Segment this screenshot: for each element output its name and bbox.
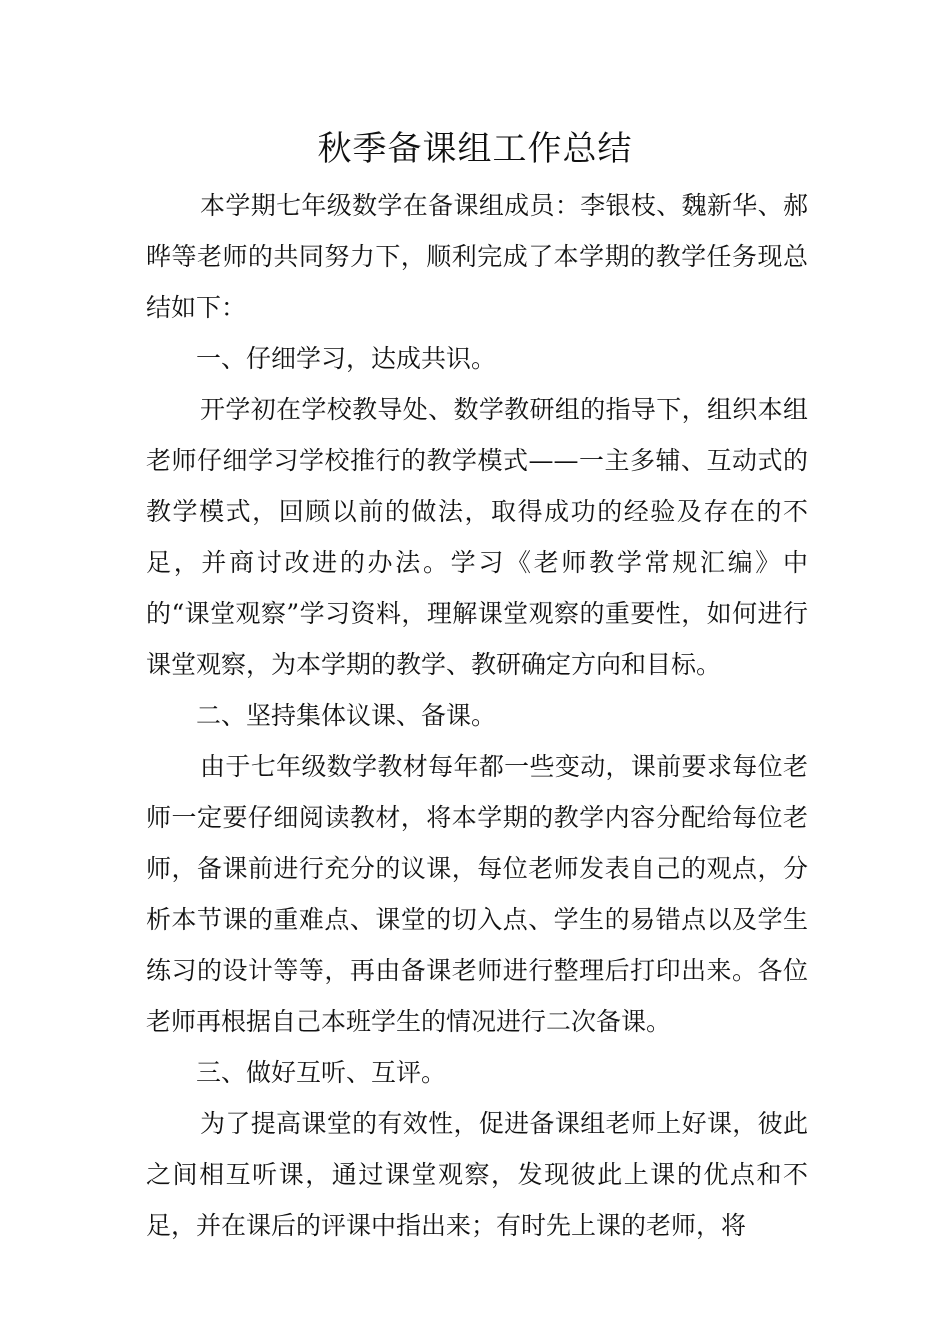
section-heading-3: 三、做好互听、互评。 bbox=[196, 1058, 447, 1087]
section-1-paragraph: 开学初在学校教导处、数学教研组的指导下，组织本组老师仔细学习学校推行的教学模式——一主多辅、互动式的教学模式，回顾以前的做法，取得成功的经验及存在的不足，并商讨改进的办法。学习《老师教学常规汇编》中的“课堂观察”学习资料，理解课堂观察的重要性，如何进行课堂观察，为本学期的教学、教研确定方向和目标。 bbox=[146, 395, 808, 679]
section-2-paragraph: 由于七年级数学教材每年都一些变动，课前要求每位老师一定要仔细阅读教材，将本学期的教学内容分配给每位老师，备课前进行充分的议课，每位老师发表自己的观点，分析本节课的重难点、课堂的切入点、学生的易错点以及学生练习的设计等等，再由备课老师进行整理后打印出来。各位老师再根据自己本班学生的情况进行二次备课。 bbox=[146, 752, 808, 1036]
intro-paragraph: 本学期七年级数学在备课组成员：李银枝、魏新华、郝晔等老师的共同努力下，顺利完成了本学期的教学任务现总结如下： bbox=[146, 191, 808, 322]
document-title: 秋季备课组工作总结 bbox=[317, 129, 633, 169]
section-heading-2: 二、坚持集体议课、备课。 bbox=[196, 701, 497, 730]
document-body bbox=[146, 180, 808, 1251]
section-3-paragraph: 为了提高课堂的有效性，促进备课组老师上好课，彼此之间相互听课，通过课堂观察，发现彼此上课的优点和不足，并在课后的评课中指出来；有时先上课的老师，将 bbox=[146, 1109, 808, 1240]
section-heading-1: 一、仔细学习，达成共识。 bbox=[196, 344, 497, 373]
